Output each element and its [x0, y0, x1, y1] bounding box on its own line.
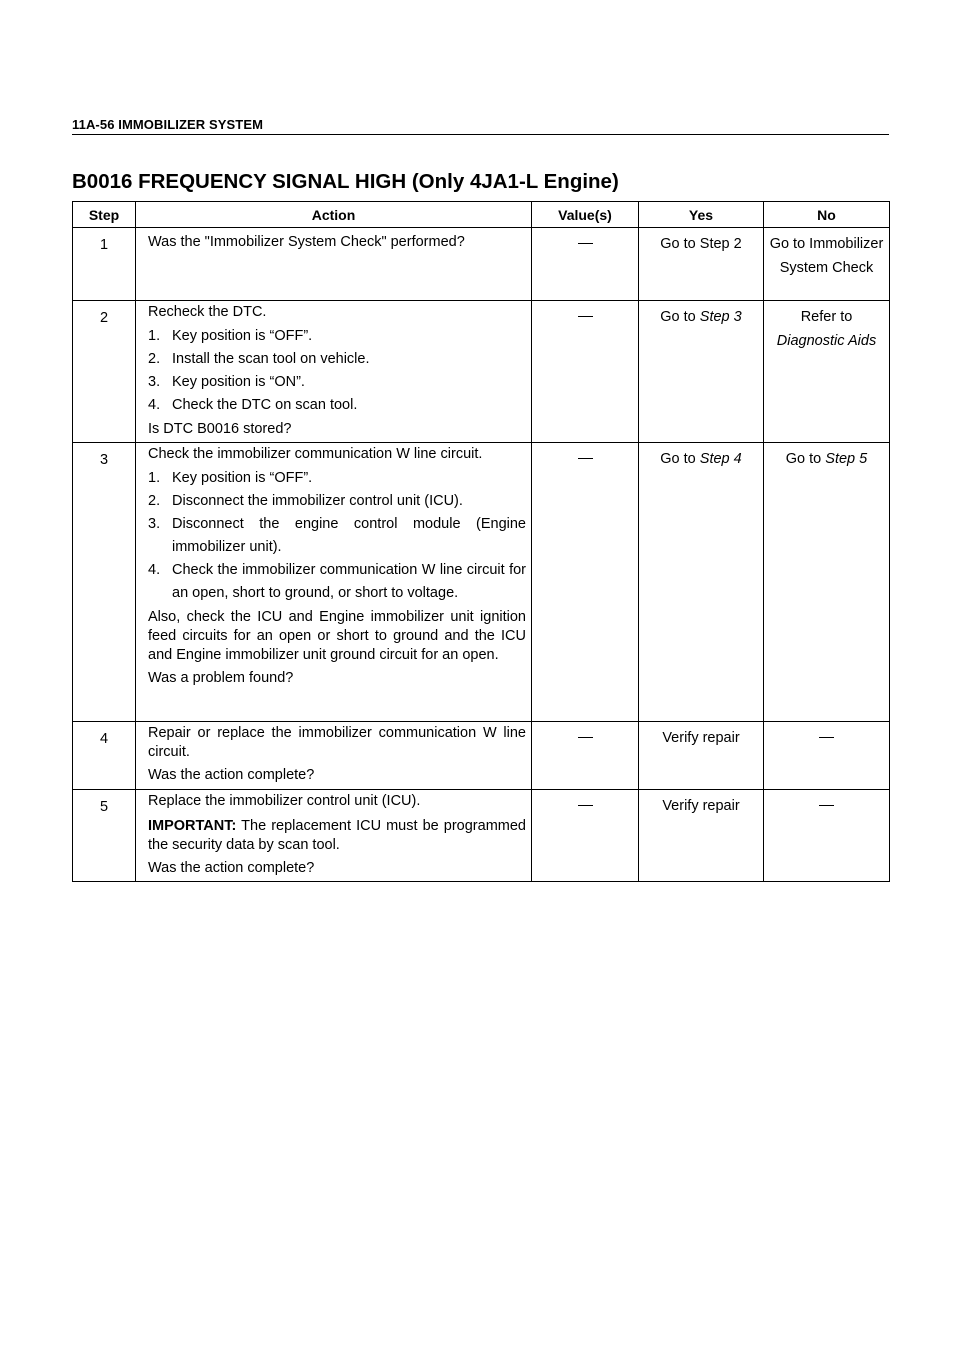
table-row [73, 228, 890, 301]
substep-list [148, 467, 526, 605]
important-label: IMPORTANT: [148, 818, 237, 834]
step-number: 5 [73, 790, 136, 882]
action-question: Was the action complete? [148, 767, 315, 783]
action-text: Replace the immobilizer control unit (ICU). [148, 793, 421, 809]
no-text-line1: Refer to [800, 309, 853, 325]
value-cell [532, 228, 639, 301]
value-cell [532, 790, 639, 882]
dash-mark [578, 805, 593, 806]
dash-mark [578, 458, 593, 459]
step-reference: Step 3 [699, 309, 742, 325]
step-reference: Step 5 [825, 451, 868, 467]
column-header-values: Value(s) [532, 202, 639, 228]
column-header-no: No [764, 202, 890, 228]
page-header: 11A-56 IMMOBILIZER SYSTEM [72, 117, 889, 135]
action-cell [136, 228, 532, 301]
action-text: Was the "Immobilizer System Check" performed? [148, 234, 465, 250]
substep: 3. Disconnect the engine control module (Engine immobilizer unit). [148, 516, 526, 555]
dash-mark [578, 243, 593, 244]
action-text: Check the immobilizer communication W line circuit. [148, 446, 483, 462]
table-header-row [73, 202, 890, 228]
action-cell [136, 790, 532, 882]
diagnostic-table [72, 201, 890, 882]
step-number: 2 [73, 301, 136, 443]
column-header-action: Action [136, 202, 532, 228]
no-text-line1: Go to Immobilizer [769, 236, 884, 252]
substep: 2. Install the scan tool on vehicle. [148, 351, 370, 367]
dash-mark [578, 737, 593, 738]
no-cell [764, 722, 890, 790]
important-note [148, 817, 526, 855]
action-question: Is DTC B0016 stored? [148, 421, 292, 437]
action-cell [136, 301, 532, 443]
no-cell [764, 301, 890, 443]
no-cell: Go to Step 5 [764, 443, 890, 722]
no-text-line2: System Check [779, 260, 874, 276]
value-cell [532, 443, 639, 722]
yes-cell [639, 722, 764, 790]
action-question: Was the action complete? [148, 860, 315, 876]
page-title: B0016 FREQUENCY SIGNAL HIGH (Only 4JA1-L Engine) [72, 170, 619, 193]
yes-cell: Go to Step 4 [639, 443, 764, 722]
no-cell [764, 228, 890, 301]
yes-cell [639, 790, 764, 882]
action-note: Also, check the ICU and Engine immobilizer unit ignition feed circuits for an open or short to ground and the ICU and Engine immobilizer unit ground circuit for an open. [148, 609, 526, 663]
dash-mark [578, 316, 593, 317]
substep: 2. Disconnect the immobilizer control unit (ICU). [148, 493, 463, 509]
action-cell [136, 443, 532, 722]
yes-cell: Go to Step 3 [639, 301, 764, 443]
substep: 4. Check the immobilizer communication W line circuit for an open, short to ground, or short to voltage. [148, 562, 526, 601]
action-cell [136, 722, 532, 790]
value-cell [532, 301, 639, 443]
column-header-yes: Yes [639, 202, 764, 228]
no-cell [764, 790, 890, 882]
column-header-step: Step [73, 202, 136, 228]
table-row [73, 443, 890, 722]
important-text: The replacement ICU must be programmed the security data by scan tool. [148, 818, 526, 853]
yes-cell [639, 228, 764, 301]
yes-text: Verify repair [662, 730, 740, 746]
action-question: Was a problem found? [148, 670, 294, 686]
substep: 3. Key position is “ON”. [148, 374, 305, 390]
substep-list [148, 325, 526, 417]
table-row [73, 790, 890, 882]
dash-mark [819, 737, 834, 738]
step-number: 4 [73, 722, 136, 790]
value-cell [532, 722, 639, 790]
diagnostic-aids-reference: Diagnostic Aids [776, 333, 877, 349]
step-number: 1 [73, 228, 136, 301]
step-reference: Step 4 [699, 451, 742, 467]
dash-mark [819, 805, 834, 806]
action-text: Repair or replace the immobilizer communication W line circuit. [148, 725, 526, 760]
table-row [73, 722, 890, 790]
substep: 4. Check the DTC on scan tool. [148, 397, 358, 413]
yes-text: Go to Step 2 [660, 236, 742, 252]
step-number: 3 [73, 443, 136, 722]
yes-text: Verify repair [662, 798, 740, 814]
substep: 1. Key position is “OFF”. [148, 328, 313, 344]
substep: 1. Key position is “OFF”. [148, 470, 313, 486]
action-text: Recheck the DTC. [148, 304, 267, 320]
table-row [73, 301, 890, 443]
